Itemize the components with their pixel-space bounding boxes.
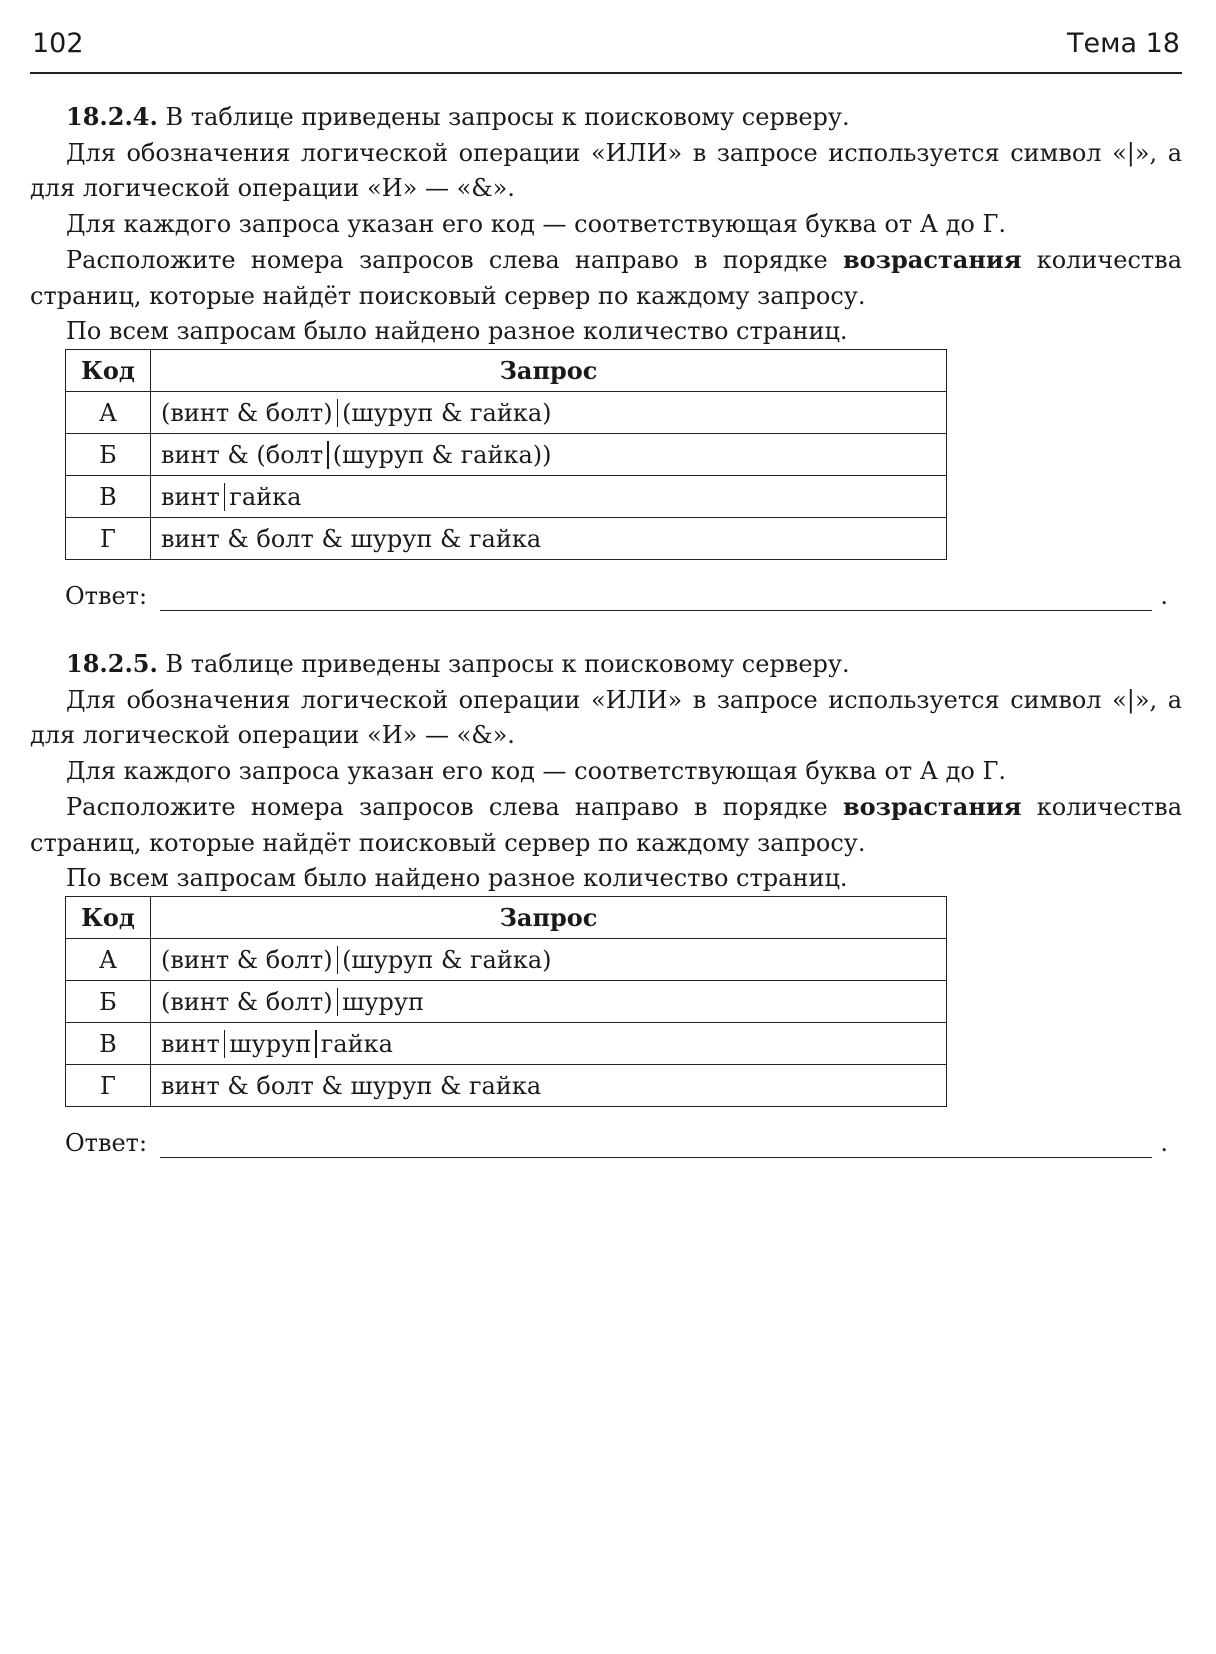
- task-intro-text: В таблице приведены запросы к поисковому серверу.: [157, 103, 850, 131]
- task-intro-text: В таблице приведены запросы к поисковому серверу.: [157, 650, 850, 678]
- text-fragment: количества страниц, которые найдёт поисковый сервер по каждому запросу.: [30, 793, 1182, 857]
- row-query: (винт & болт) шуруп: [151, 981, 947, 1023]
- table-header-row: [66, 897, 947, 939]
- task-intro: [30, 646, 1182, 683]
- answer-period: .: [1160, 582, 1168, 610]
- table-row: [66, 1065, 947, 1107]
- row-code: В: [66, 476, 151, 518]
- text-fragment: Расположите номера запросов слева направо в порядке: [66, 246, 843, 274]
- task-paragraph: Для каждого запроса указан его код — соответствующая буква от А до Г.: [66, 756, 1006, 785]
- task-paragraph: По всем запросам было найдено разное количество страниц.: [66, 864, 848, 892]
- answer-label: Ответ:: [65, 1129, 148, 1157]
- or-operator: [224, 1030, 226, 1058]
- answer-line: [65, 582, 1170, 618]
- table-header-row: [66, 350, 947, 392]
- query-table: [65, 349, 947, 560]
- or-operator: [337, 399, 339, 427]
- row-query: винт шуруп гайка: [151, 1023, 947, 1065]
- page-header: [30, 26, 1182, 74]
- answer-line: [65, 1129, 1170, 1165]
- row-query: винт & болт & шуруп & гайка: [151, 518, 947, 560]
- table-body: [66, 392, 947, 560]
- table-row: [66, 1023, 947, 1065]
- table-row: [66, 476, 947, 518]
- answer-label: Ответ:: [65, 582, 148, 610]
- task-paragraph: Для обозначения логической операции «ИЛИ» в запросе используется символ «|», а для логической операции «И» — «&».: [30, 138, 1182, 202]
- row-query: винт & (болт (шуруп & гайка)): [151, 434, 947, 476]
- task-number: 18.2.4.: [66, 102, 158, 131]
- task-intro: [30, 99, 1182, 136]
- table-row: [66, 981, 947, 1023]
- column-header-code: Код: [66, 350, 151, 392]
- row-code: А: [66, 392, 151, 434]
- table-body: [66, 939, 947, 1107]
- answer-blank[interactable]: [160, 1157, 1152, 1158]
- emphasis: возрастания: [842, 245, 1022, 274]
- task-paragraph: По всем запросам было найдено разное количество страниц.: [66, 317, 848, 345]
- task-number: 18.2.5.: [66, 649, 158, 678]
- row-query: винт & болт & шуруп & гайка: [151, 1065, 947, 1107]
- or-operator: [337, 988, 339, 1016]
- column-header-query: Запрос: [151, 897, 947, 939]
- answer-blank[interactable]: [160, 610, 1152, 611]
- or-operator: [315, 1030, 317, 1058]
- or-operator: [337, 946, 339, 974]
- text-fragment: количества страниц, которые найдёт поисковый сервер по каждому запросу.: [30, 246, 1182, 310]
- column-header-query: Запрос: [151, 350, 947, 392]
- page-number: 102: [32, 28, 84, 59]
- row-code: В: [66, 1023, 151, 1065]
- row-code: Г: [66, 1065, 151, 1107]
- row-code: Г: [66, 518, 151, 560]
- table-row: [66, 939, 947, 981]
- table-row: [66, 392, 947, 434]
- table-row: [66, 518, 947, 560]
- topic-title: Тема 18: [1067, 28, 1180, 59]
- query-table: [65, 896, 947, 1107]
- or-operator: [327, 441, 329, 469]
- row-query: (винт & болт) (шуруп & гайка): [151, 939, 947, 981]
- text-fragment: Расположите номера запросов слева направо в порядке: [66, 793, 843, 821]
- emphasis: возрастания: [842, 792, 1022, 821]
- row-code: Б: [66, 981, 151, 1023]
- row-query: (винт & болт) (шуруп & гайка): [151, 392, 947, 434]
- or-operator: [224, 483, 226, 511]
- answer-period: .: [1160, 1129, 1168, 1157]
- task-paragraph: [30, 789, 1182, 861]
- task-paragraph: Для каждого запроса указан его код — соответствующая буква от А до Г.: [66, 209, 1006, 238]
- task-18-2-4: [30, 99, 1182, 350]
- row-code: Б: [66, 434, 151, 476]
- row-query: винт гайка: [151, 476, 947, 518]
- row-code: А: [66, 939, 151, 981]
- column-header-code: Код: [66, 897, 151, 939]
- task-paragraph: Для обозначения логической операции «ИЛИ» в запросе используется символ «|», а для логической операции «И» — «&».: [30, 685, 1182, 749]
- table-row: [66, 434, 947, 476]
- task-18-2-5: [30, 646, 1182, 897]
- task-paragraph: [30, 242, 1182, 314]
